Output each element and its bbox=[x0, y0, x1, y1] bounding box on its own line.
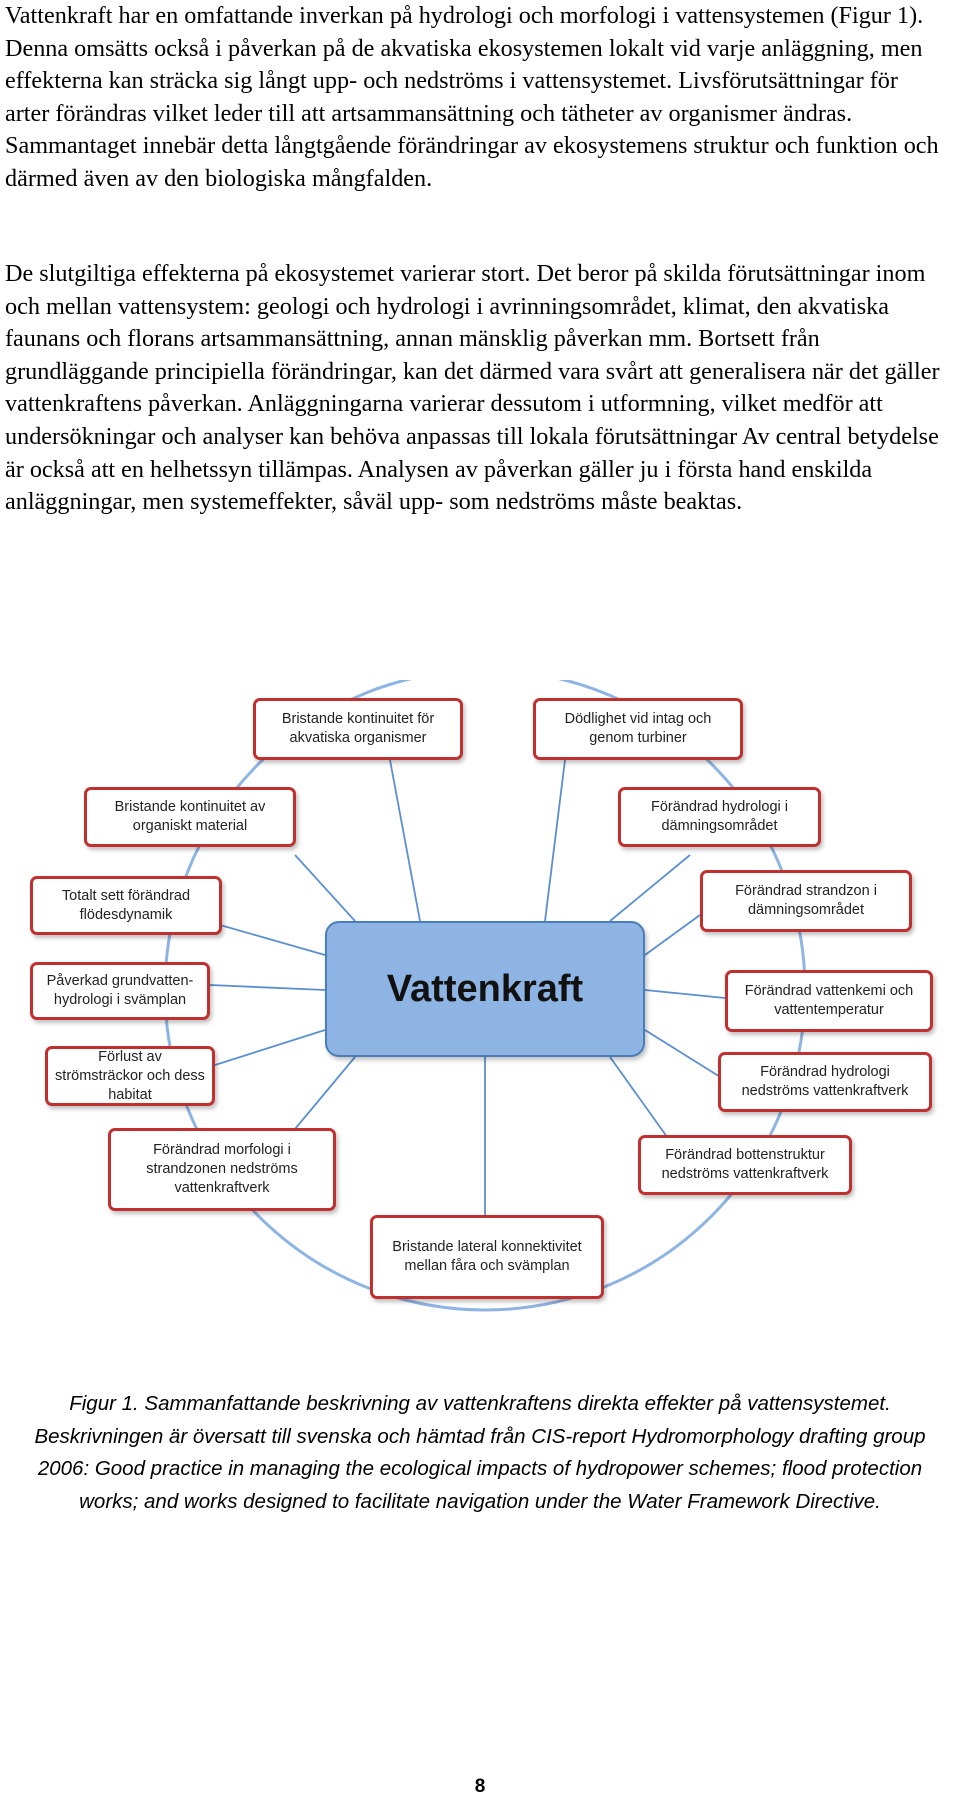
body-paragraph-2: De slutgiltiga effekterna på ekosystemet varierar stort. Det beror på skilda förutsättningar inom och mellan vattensystem: geologi och hydrologi i avrinningsområdet, klimat, den akvatiska faunans och florans artsammansättning, annan mänsklig påverkan mm. Bortsett från grundläggande principiella förändringar, kan det därmed vara svårt att generalisera när det gäller vattenkraftens påverkan. Anläggningarna varierar dessutom i utformning, vilket medför att undersökningar och analyser kan behöva anpassas till lokala förutsättningar Av central betydelse är också att en helhetssyn tillämpas. Analysen av påverkan gäller ju i första hand enskilda anläggningar, men systemeffekter, såväl upp- som nedströms måste beaktas. bbox=[5, 260, 940, 516]
effect-box-lateral-connectivity: Bristande lateral konnektivitet mellan fåra och svämplan bbox=[370, 1215, 604, 1299]
effect-box-water-chemistry-temperature: Förändrad vattenkemi och vattentemperatur bbox=[725, 970, 933, 1032]
effect-box-flow-dynamics: Totalt sett förändrad flödesdynamik bbox=[30, 876, 222, 935]
effect-box-hydrology-reservoir: Förändrad hydrologi i dämningsområdet bbox=[618, 787, 821, 847]
diagram-center-vattenkraft: Vattenkraft bbox=[325, 921, 645, 1057]
body-paragraph-1: Vattenkraft har en omfattande inverkan på hydrologi och morfologi i vattensystemen (Figur 1). Denna omsätts också i påverkan på de akvatiska ekosystemen lokalt vid varje anläggning, men effekterna kan sträcka sig långt upp- och nedströms i vattensystemet. Livsförutsättningar för arter förändras vilket leder till att artsammansättning och tätheter av organismer ändras. Sammantaget innebär detta långtgående förändringar av ekosystemens struktur och funktion och därmed även av den biologiska mångfalden. bbox=[5, 2, 939, 192]
effect-box-hydrology-downstream: Förändrad hydrologi nedströms vattenkraftverk bbox=[718, 1052, 932, 1112]
effect-box-turbine-mortality: Dödlighet vid intag och genom turbiner bbox=[533, 698, 743, 760]
effect-box-shore-zone-reservoir: Förändrad strandzon i dämningsområdet bbox=[700, 870, 912, 932]
effect-box-loss-of-rapids: Förlust av strömsträckor och dess habitat bbox=[45, 1046, 215, 1106]
page-number: 8 bbox=[474, 1776, 486, 1797]
figure-caption: Figur 1. Sammanfattande beskrivning av vattenkraftens direkta effekter på vattensystemet. Beskrivningen är översatt till svenska och hämtad från CIS-report Hydromorphology drafting group 2006: Good practice in managing the ecological impacts of hydropower schemes; flood protection works; and works designed to facilitate navigation under the Water Framework Directive. bbox=[34, 1392, 926, 1513]
effect-box-continuity-organic-material: Bristande kontinuitet av organiskt material bbox=[84, 787, 296, 847]
effect-box-morphology-shore-downstream: Förändrad morfologi i strandzonen nedströms vattenkraftverk bbox=[108, 1128, 336, 1211]
hydropower-effects-diagram bbox=[0, 680, 960, 1320]
effect-box-bottom-structure-downstream: Förändrad bottenstruktur nedströms vattenkraftverk bbox=[638, 1135, 852, 1195]
effect-box-groundwater-hydrology: Påverkad grundvatten-hydrologi i svämplan bbox=[30, 962, 210, 1020]
effect-box-continuity-organisms: Bristande kontinuitet för akvatiska organismer bbox=[253, 698, 463, 760]
